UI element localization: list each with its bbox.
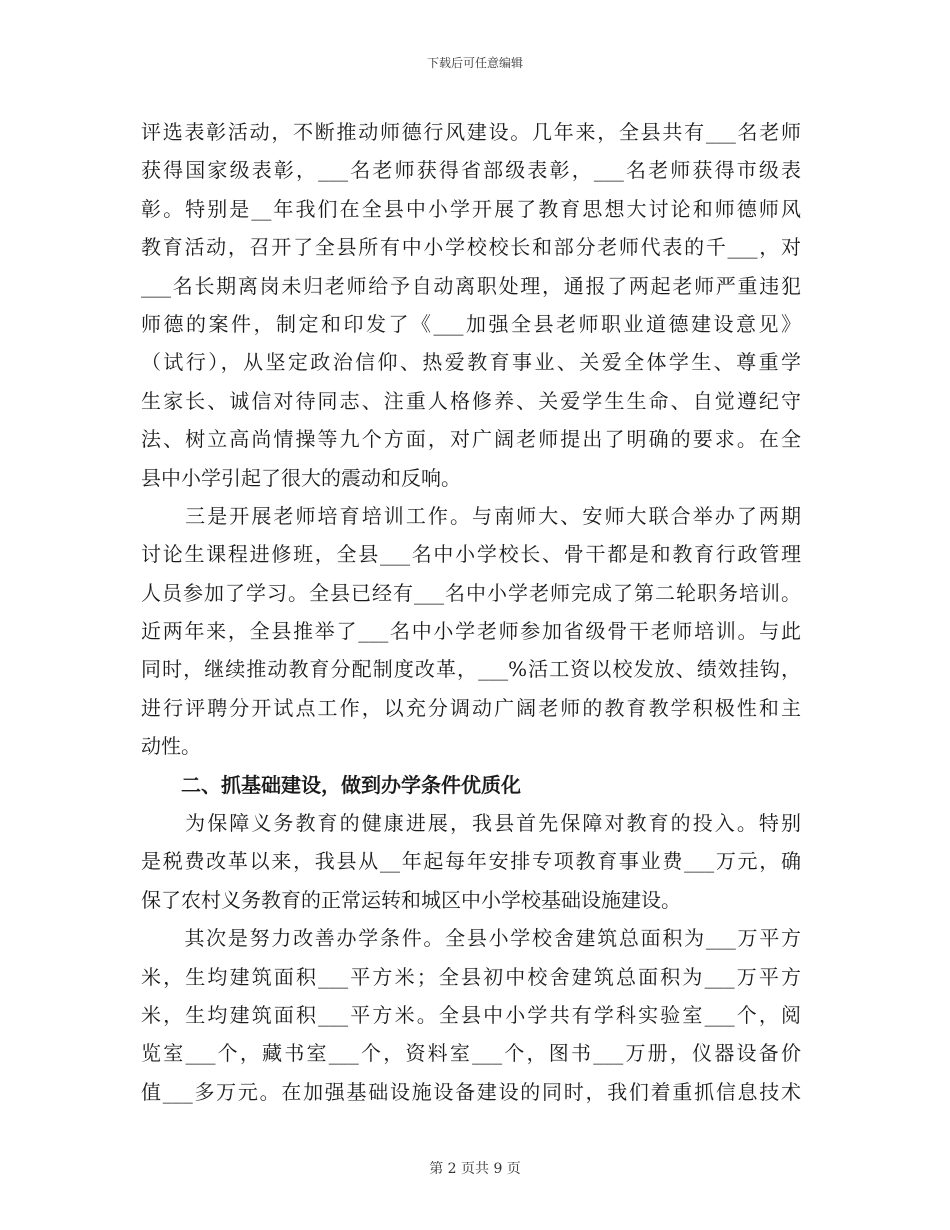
text-line: 动性。: [141, 734, 201, 759]
text-line: 同时，继续推动教育分配制度改革，___%活工资以校发放、绩效挂钩，: [141, 657, 801, 682]
text-line: 县中小学引起了很大的震动和反响。: [141, 465, 461, 490]
text-line: 师德的案件，制定和印发了《___加强全县老师职业道德建设意见》: [141, 311, 801, 336]
text-line: 保了农村义务教育的正常运转和城区中小学校基础设施建设。: [141, 887, 681, 912]
text-line: （试行），从坚定政治信仰、热爱教育事业、关爱全体学生、尊重学: [141, 350, 801, 375]
text-line: ___名长期离岗未归老师给予自动离职处理，通报了两起老师严重违犯: [141, 273, 801, 298]
section-heading: 二、抓基础建设，做到办学条件优质化: [141, 772, 521, 797]
page-footer: 第 2 页共 9 页: [429, 1161, 521, 1177]
text-line: 讨论生课程进修班，全县___名中小学校长、骨干都是和教育行政管理: [141, 542, 801, 567]
text-line: 彰。特别是__年我们在全县中小学开展了教育思想大讨论和师德师风: [141, 196, 801, 221]
text-line: 生家长、诚信对待同志、注重人格修养、关爱学生生命、自觉遵纪守: [141, 388, 801, 413]
text-line: 评选表彰活动，不断推动师德行风建设。几年来，全县共有___名老师: [141, 120, 801, 144]
text-line: 近两年来，全县推举了___名中小学老师参加省级骨干老师培训。与此: [141, 619, 801, 644]
text-line: 人员参加了学习。全县已经有___名中小学老师完成了第二轮职务培训。: [141, 580, 801, 605]
document-body: [141, 113, 801, 1111]
text-line: 其次是努力改善办学条件。全县小学校舍建筑总面积为___万平方: [141, 926, 801, 951]
text-line: 值___多万元。在加强基础设施设备建设的同时，我们着重抓信息技术: [141, 1079, 801, 1104]
text-line: 米，生均建筑面积___平方米。全县中小学共有学科实验室___个，阅: [141, 1002, 801, 1027]
text-line: 是税费改革以来，我县从__年起每年安排专项教育事业费___万元，确: [141, 849, 801, 874]
text-line: 米，生均建筑面积___平方米；全县初中校舍建筑总面积为___万平方: [141, 964, 801, 989]
text-line: 获得国家级表彰，___名老师获得省部级表彰，___名老师获得市级表: [141, 158, 801, 183]
text-line: 法、树立高尚情操等九个方面，对广阔老师提出了明确的要求。在全: [141, 427, 801, 452]
page-header: 下载后可任意编辑: [426, 56, 523, 70]
text-line: 览室___个，藏书室___个，资料室___个，图书___万册，仪器设备价: [141, 1041, 801, 1066]
text-line: 进行评聘分开试点工作，以充分调动广阔老师的教育教学积极性和主: [141, 695, 801, 720]
text-line: 为保障义务教育的健康进展，我县首先保障对教育的投入。特别: [141, 811, 801, 836]
text-line: 教育活动，召开了全县所有中小学校校长和部分老师代表的千___，对: [141, 235, 801, 260]
text-line: 三是开展老师培育培训工作。与南师大、安师大联合举办了两期: [141, 503, 801, 528]
